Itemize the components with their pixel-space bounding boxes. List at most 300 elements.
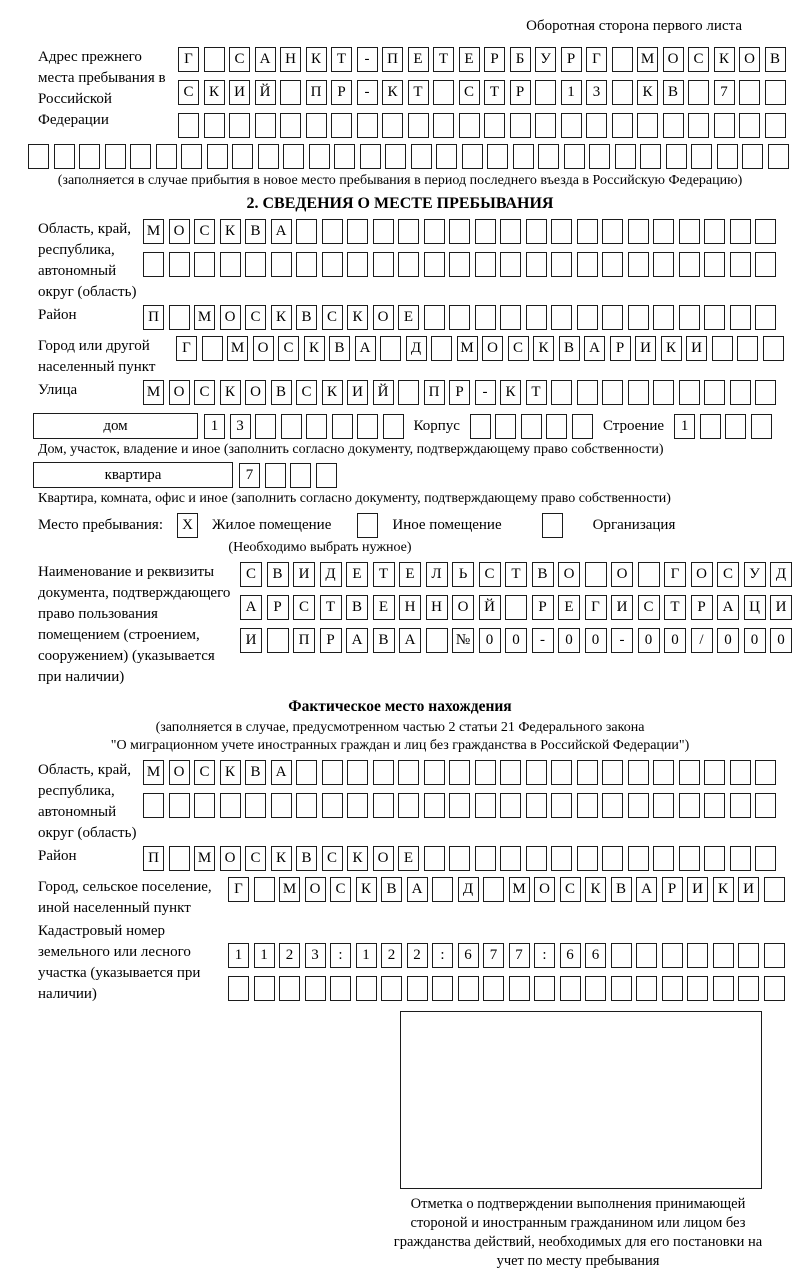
prev-address-label: Адрес прежнего места пребывания в Российской Федерации — [38, 49, 166, 128]
char-cell: 3 — [305, 943, 326, 968]
char-cell: Р — [662, 877, 683, 902]
char-cell — [510, 113, 531, 138]
document-block — [38, 562, 800, 688]
char-cell — [381, 976, 402, 1001]
char-cell: Н — [399, 595, 421, 620]
char-cell: М — [227, 336, 248, 361]
char-cell: И — [687, 877, 708, 902]
char-cell: М — [457, 336, 478, 361]
char-cell: И — [293, 562, 315, 587]
char-cell — [483, 877, 504, 902]
char-cell — [204, 47, 225, 72]
house-note: Дом, участок, владение и иное (заполнить согласно документу, подтверждающему право собственности) — [38, 442, 664, 457]
prev-address-block — [38, 47, 800, 142]
char-cell — [700, 414, 721, 439]
char-cell: К — [304, 336, 325, 361]
char-cell — [628, 305, 649, 330]
char-cell — [765, 113, 786, 138]
char-cell: В — [267, 562, 289, 587]
char-cell: М — [509, 877, 530, 902]
char-cell — [373, 760, 394, 785]
section2-title: 2. СВЕДЕНИЯ О МЕСТЕ ПРЕБЫВАНИЯ — [246, 195, 554, 212]
region-row-2 — [143, 252, 776, 277]
char-cell — [602, 380, 623, 405]
char-cell: К — [713, 877, 734, 902]
district2-label: Район — [38, 848, 77, 864]
char-cell: П — [306, 80, 327, 105]
apartment-cells — [239, 463, 337, 488]
char-cell: В — [296, 305, 317, 330]
char-cell — [513, 144, 534, 169]
char-cell — [347, 793, 368, 818]
char-cell — [290, 463, 311, 488]
char-cell — [305, 976, 326, 1001]
char-cell: К — [585, 877, 606, 902]
char-cell: 3 — [586, 80, 607, 105]
char-cell — [688, 113, 709, 138]
char-cell — [628, 793, 649, 818]
char-cell — [551, 380, 572, 405]
city2-block — [38, 877, 800, 919]
char-cell: О — [169, 380, 190, 405]
char-cell — [398, 380, 419, 405]
char-cell — [475, 846, 496, 871]
prev-address-row-2 — [178, 80, 786, 105]
char-cell — [500, 219, 521, 244]
char-cell — [383, 414, 404, 439]
char-cell: В — [346, 595, 368, 620]
document-cells — [240, 562, 792, 657]
char-cell — [612, 80, 633, 105]
char-cell — [730, 760, 751, 785]
char-cell — [602, 846, 623, 871]
char-cell: Т — [433, 47, 454, 72]
char-cell: К — [204, 80, 225, 105]
korpus-label: Корпус — [413, 417, 460, 434]
char-cell — [713, 943, 734, 968]
char-cell — [755, 380, 776, 405]
char-cell: Е — [398, 846, 419, 871]
city2-row — [228, 877, 785, 902]
region2-block — [38, 760, 800, 844]
char-cell: О — [482, 336, 503, 361]
cadastral-row-2 — [228, 976, 785, 1001]
char-cell: А — [346, 628, 368, 653]
char-cell — [475, 793, 496, 818]
char-cell — [679, 380, 700, 405]
char-cell — [207, 144, 228, 169]
char-cell — [283, 144, 304, 169]
char-cell — [764, 976, 785, 1001]
char-cell: 7 — [714, 80, 735, 105]
region-row-1 — [143, 219, 776, 244]
char-cell — [424, 219, 445, 244]
char-cell: 6 — [585, 943, 606, 968]
prev-address-row-3 — [178, 113, 786, 138]
document-row-2 — [240, 595, 792, 620]
char-cell — [232, 144, 253, 169]
char-cell — [730, 305, 751, 330]
char-cell: Р — [484, 47, 505, 72]
char-cell — [306, 414, 327, 439]
char-cell: С — [278, 336, 299, 361]
char-cell — [526, 846, 547, 871]
char-cell — [612, 47, 633, 72]
char-cell — [704, 219, 725, 244]
char-cell: М — [143, 219, 164, 244]
char-cell: Т — [526, 380, 547, 405]
document-label: Наименование и реквизиты документа, подтверждающего право пользования помещением (строением, сооружением) (указывается при наличии) — [38, 564, 231, 685]
char-cell: О — [373, 846, 394, 871]
char-cell — [560, 976, 581, 1001]
char-cell — [426, 628, 448, 653]
char-cell: К — [347, 305, 368, 330]
char-cell — [551, 760, 572, 785]
char-cell: Р — [561, 47, 582, 72]
char-cell: 1 — [204, 414, 225, 439]
char-cell: С — [322, 305, 343, 330]
cadastral-row-1 — [228, 943, 785, 968]
char-cell — [398, 760, 419, 785]
char-cell: Ц — [744, 595, 766, 620]
char-cell — [330, 976, 351, 1001]
char-cell — [687, 943, 708, 968]
char-cell — [228, 976, 249, 1001]
char-cell: 3 — [230, 414, 251, 439]
char-cell — [636, 976, 657, 1001]
char-cell: Т — [505, 562, 527, 587]
char-cell: С — [178, 80, 199, 105]
char-cell: В — [611, 877, 632, 902]
char-cell: : — [432, 943, 453, 968]
char-cell: 1 — [228, 943, 249, 968]
char-cell: Е — [346, 562, 368, 587]
street-row — [143, 380, 776, 405]
char-cell — [739, 80, 760, 105]
prev-address-cells — [178, 47, 786, 142]
char-cell: О — [245, 380, 266, 405]
char-cell — [194, 252, 215, 277]
char-cell: В — [245, 760, 266, 785]
char-cell — [751, 414, 772, 439]
char-cell — [462, 144, 483, 169]
char-cell — [730, 846, 751, 871]
char-cell: К — [500, 380, 521, 405]
street-label: Улица — [38, 382, 78, 398]
city-label: Город или другой населенный пункт — [38, 338, 156, 375]
char-cell — [322, 252, 343, 277]
char-cell: Р — [532, 595, 554, 620]
char-cell — [495, 414, 516, 439]
apartment-note: Квартира, комната, офис и иное (заполнить согласно документу, подтверждающему право собственности) — [38, 491, 671, 506]
char-cell: С — [479, 562, 501, 587]
char-cell — [704, 846, 725, 871]
char-cell — [347, 760, 368, 785]
char-cell — [194, 793, 215, 818]
char-cell — [245, 793, 266, 818]
stay-type-block — [38, 513, 800, 538]
district-label: Район — [38, 307, 77, 323]
char-cell — [398, 219, 419, 244]
char-cell — [653, 846, 674, 871]
char-cell — [458, 976, 479, 1001]
char-cell: X — [177, 513, 198, 538]
char-cell — [449, 793, 470, 818]
char-cell — [551, 846, 572, 871]
char-cell: Г — [664, 562, 686, 587]
char-cell — [662, 943, 683, 968]
char-cell — [589, 144, 610, 169]
char-cell: С — [245, 846, 266, 871]
char-cell: Е — [398, 305, 419, 330]
char-cell — [373, 219, 394, 244]
district-block — [38, 305, 800, 334]
char-cell: 0 — [505, 628, 527, 653]
char-cell: С — [459, 80, 480, 105]
char-cell — [169, 252, 190, 277]
char-cell — [535, 113, 556, 138]
char-cell: С — [560, 877, 581, 902]
char-cell — [526, 305, 547, 330]
char-cell — [309, 144, 330, 169]
char-cell — [526, 760, 547, 785]
char-cell: С — [293, 595, 315, 620]
char-cell: А — [407, 877, 428, 902]
char-cell: Й — [373, 380, 394, 405]
char-cell: С — [245, 305, 266, 330]
char-cell: К — [322, 380, 343, 405]
char-cell — [577, 380, 598, 405]
char-cell — [738, 943, 759, 968]
char-cell — [653, 219, 674, 244]
char-cell — [526, 793, 547, 818]
char-cell — [725, 414, 746, 439]
char-cell — [484, 113, 505, 138]
char-cell: 1 — [674, 414, 695, 439]
house-cells — [204, 414, 404, 439]
char-cell — [653, 305, 674, 330]
prev-address-row-4 — [28, 144, 800, 169]
char-cell: В — [765, 47, 786, 72]
char-cell: Р — [320, 628, 342, 653]
char-cell — [691, 144, 712, 169]
char-cell: М — [637, 47, 658, 72]
char-cell: Р — [610, 336, 631, 361]
char-cell — [712, 336, 733, 361]
char-cell — [653, 793, 674, 818]
char-cell: С — [194, 380, 215, 405]
char-cell: О — [663, 47, 684, 72]
char-cell: 7 — [509, 943, 530, 968]
char-cell: Г — [585, 595, 607, 620]
char-cell: 2 — [407, 943, 428, 968]
char-cell: 7 — [239, 463, 260, 488]
char-cell — [258, 144, 279, 169]
char-cell: 6 — [458, 943, 479, 968]
char-cell: П — [293, 628, 315, 653]
stroenie-cells — [674, 414, 772, 439]
char-cell — [638, 562, 660, 587]
char-cell — [373, 252, 394, 277]
char-cell — [54, 144, 75, 169]
char-cell: О — [691, 562, 713, 587]
char-cell: П — [143, 846, 164, 871]
char-cell: Г — [586, 47, 607, 72]
char-cell: Е — [399, 562, 421, 587]
char-cell — [316, 463, 337, 488]
char-cell: О — [253, 336, 274, 361]
char-cell: М — [194, 846, 215, 871]
char-cell: И — [611, 595, 633, 620]
char-cell — [433, 113, 454, 138]
char-cell — [666, 144, 687, 169]
char-cell: В — [329, 336, 350, 361]
char-cell — [357, 414, 378, 439]
char-cell — [500, 793, 521, 818]
char-cell — [551, 252, 572, 277]
char-cell — [220, 252, 241, 277]
char-cell: 0 — [744, 628, 766, 653]
char-cell: / — [691, 628, 713, 653]
char-cell: О — [611, 562, 633, 587]
char-cell — [28, 144, 49, 169]
char-cell — [628, 252, 649, 277]
apartment-box-label: квартира — [33, 462, 233, 488]
char-cell — [130, 144, 151, 169]
char-cell — [755, 305, 776, 330]
char-cell: Д — [406, 336, 427, 361]
char-cell: О — [220, 305, 241, 330]
char-cell — [679, 846, 700, 871]
char-cell: Т — [408, 80, 429, 105]
char-cell: И — [770, 595, 792, 620]
char-cell — [424, 846, 445, 871]
char-cell — [755, 793, 776, 818]
char-cell — [611, 943, 632, 968]
prev-address-note: (заполняется в случае прибытия в новое место пребывания в период последнего въезда в Российскую Федерацию) — [57, 173, 743, 188]
char-cell: Р — [267, 595, 289, 620]
district2-row — [143, 846, 776, 871]
char-cell: С — [194, 760, 215, 785]
char-cell — [572, 414, 593, 439]
char-cell — [475, 305, 496, 330]
char-cell: Т — [664, 595, 686, 620]
char-cell — [704, 793, 725, 818]
actual-location-subtitle-2: "О миграционном учете иностранных граждан и лиц без гражданства в Российской Федерации") — [110, 738, 690, 753]
char-cell — [542, 513, 563, 538]
char-cell — [178, 113, 199, 138]
char-cell — [704, 305, 725, 330]
char-cell: Й — [255, 80, 276, 105]
char-cell: : — [534, 943, 555, 968]
char-cell — [424, 252, 445, 277]
char-cell — [714, 113, 735, 138]
stay-option-other-label: Иное помещение — [392, 517, 502, 533]
char-cell: И — [229, 80, 250, 105]
char-cell — [551, 219, 572, 244]
char-cell — [704, 760, 725, 785]
char-cell — [679, 219, 700, 244]
char-cell — [500, 305, 521, 330]
char-cell — [628, 846, 649, 871]
char-cell: 7 — [483, 943, 504, 968]
char-cell — [687, 976, 708, 1001]
char-cell: К — [271, 305, 292, 330]
char-cell — [628, 219, 649, 244]
char-cell: А — [271, 219, 292, 244]
char-cell — [220, 793, 241, 818]
char-cell — [546, 414, 567, 439]
char-cell — [433, 80, 454, 105]
char-cell — [561, 113, 582, 138]
char-cell — [449, 252, 470, 277]
char-cell — [169, 846, 190, 871]
actual-location-subtitle-1: (заполняется в случае, предусмотренном частью 2 статьи 21 Федерального закона — [155, 720, 645, 735]
char-cell — [640, 144, 661, 169]
page-header-note: Оборотная сторона первого листа — [526, 18, 742, 34]
char-cell: В — [663, 80, 684, 105]
char-cell — [280, 113, 301, 138]
char-cell: И — [347, 380, 368, 405]
char-cell: С — [330, 877, 351, 902]
char-cell — [653, 252, 674, 277]
char-cell: 0 — [585, 628, 607, 653]
char-cell: 6 — [560, 943, 581, 968]
char-cell: К — [661, 336, 682, 361]
char-cell — [663, 113, 684, 138]
region2-row-2 — [143, 793, 776, 818]
char-cell — [526, 219, 547, 244]
char-cell — [742, 144, 763, 169]
char-cell — [487, 144, 508, 169]
char-cell: В — [381, 877, 402, 902]
apartment-block — [33, 462, 800, 488]
char-cell — [739, 113, 760, 138]
char-cell — [755, 219, 776, 244]
char-cell — [322, 793, 343, 818]
region2-row-1 — [143, 760, 776, 785]
char-cell: С — [638, 595, 660, 620]
char-cell — [398, 252, 419, 277]
char-cell — [202, 336, 223, 361]
char-cell: В — [245, 219, 266, 244]
stay-type-label: Место пребывания: — [38, 517, 163, 533]
char-cell — [577, 305, 598, 330]
char-cell: А — [717, 595, 739, 620]
char-cell: 1 — [254, 943, 275, 968]
char-cell: - — [475, 380, 496, 405]
char-cell: 0 — [717, 628, 739, 653]
char-cell — [653, 380, 674, 405]
char-cell: Б — [510, 47, 531, 72]
char-cell — [431, 336, 452, 361]
cadastral-block — [38, 921, 800, 1005]
char-cell — [360, 144, 381, 169]
stay-note: (Необходимо выбрать нужное) — [228, 540, 412, 555]
char-cell: У — [744, 562, 766, 587]
char-cell: О — [452, 595, 474, 620]
char-cell — [551, 305, 572, 330]
char-cell: К — [347, 846, 368, 871]
char-cell — [535, 80, 556, 105]
actual-location-title: Фактическое место нахождения — [288, 698, 512, 715]
char-cell: О — [220, 846, 241, 871]
char-cell — [322, 760, 343, 785]
char-cell: С — [717, 562, 739, 587]
char-cell: Н — [426, 595, 448, 620]
char-cell — [483, 976, 504, 1001]
char-cell — [768, 144, 789, 169]
